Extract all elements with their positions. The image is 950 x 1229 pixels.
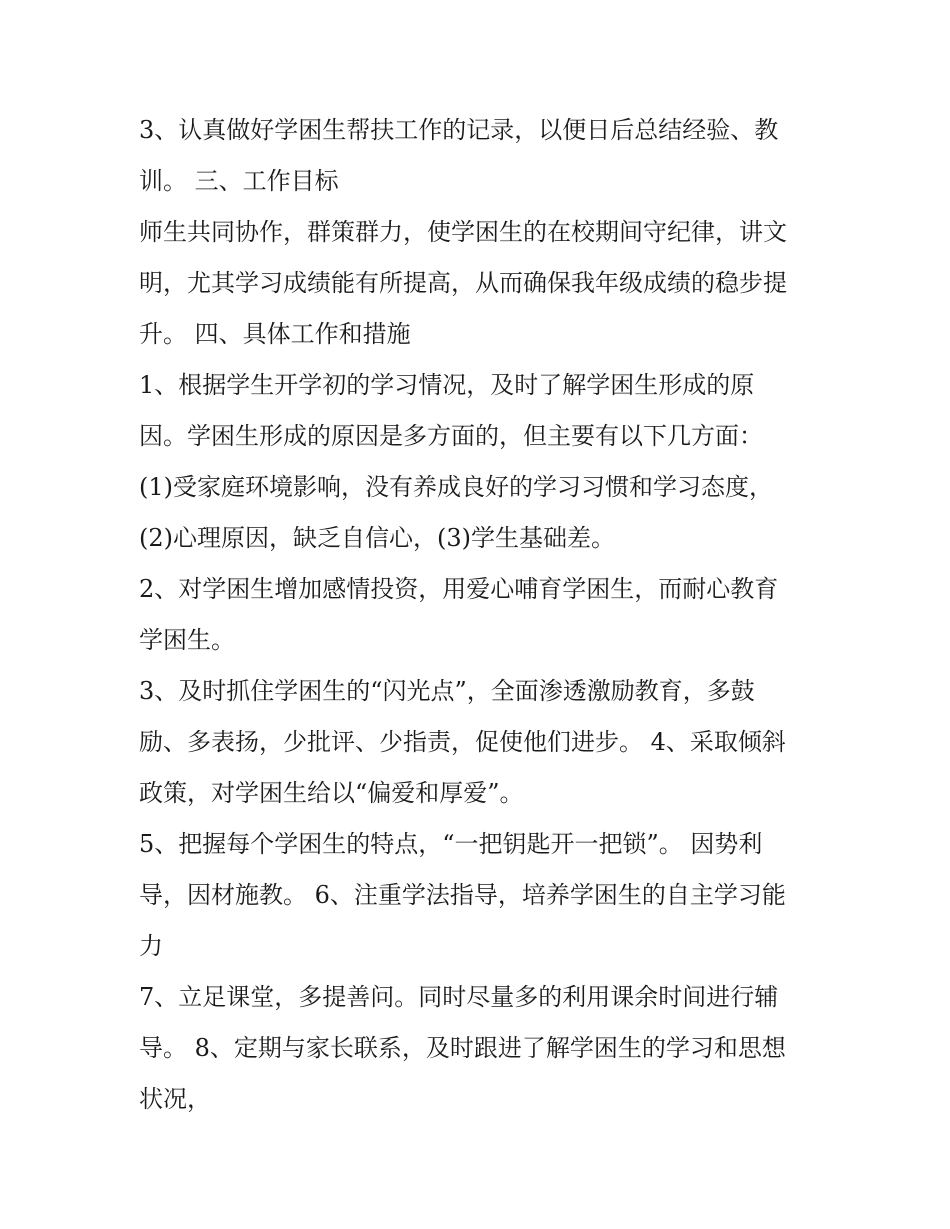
text-line: (2)心理原因，缺乏自信心，(3)学生基础差。 <box>139 524 615 552</box>
text-line: 2、对学困生增加感情投资，用爱心哺育学困生，而耐心教育 <box>139 575 779 603</box>
text-line: 升。 四、具体工作和措施 <box>139 320 411 348</box>
text-line: 明，尤其学习成绩能有所提高，从而确保我年级成绩的稳步提 <box>139 269 787 297</box>
text-line: 学困生。 <box>139 626 235 654</box>
text-line: 励、多表扬，少批评、少指责，促使他们进步。 4、采取倾斜 <box>139 728 786 756</box>
text-line: 7、立足课堂，多提善问。同时尽量多的利用课余时间进行辅 <box>139 983 779 1011</box>
text-line: 导。 8、定期与家长联系，及时跟进了解学困生的学习和思想 <box>139 1034 786 1062</box>
text-line: (1)受家庭环境影响，没有养成良好的学习习惯和学习态度， <box>139 473 773 501</box>
text-line: 政策，对学困生给以“偏爱和厚爱”。 <box>139 779 524 807</box>
text-line: 力 <box>139 932 163 960</box>
text-line: 3、及时抓住学困生的“闪光点”，全面渗透激励教育，多鼓 <box>139 677 755 705</box>
text-line: 1、根据学生开学初的学习情况，及时了解学困生形成的原 <box>139 371 755 399</box>
text-line: 导，因材施教。 6、注重学法指导，培养学困生的自主学习能 <box>139 881 786 909</box>
text-line: 5、把握每个学困生的特点，“一把钥匙开一把锁”。 因势利 <box>139 830 763 858</box>
text-line: 状况， <box>139 1085 211 1113</box>
text-line: 因。学困生形成的原因是多方面的，但主要有以下几方面： <box>139 422 763 450</box>
text-line: 训。 三、工作目标 <box>139 167 339 195</box>
text-line: 3、认真做好学困生帮扶工作的记录，以便日后总结经验、教 <box>139 116 779 144</box>
text-line: 师生共同协作，群策群力，使学困生的在校期间守纪律，讲文 <box>139 218 787 246</box>
